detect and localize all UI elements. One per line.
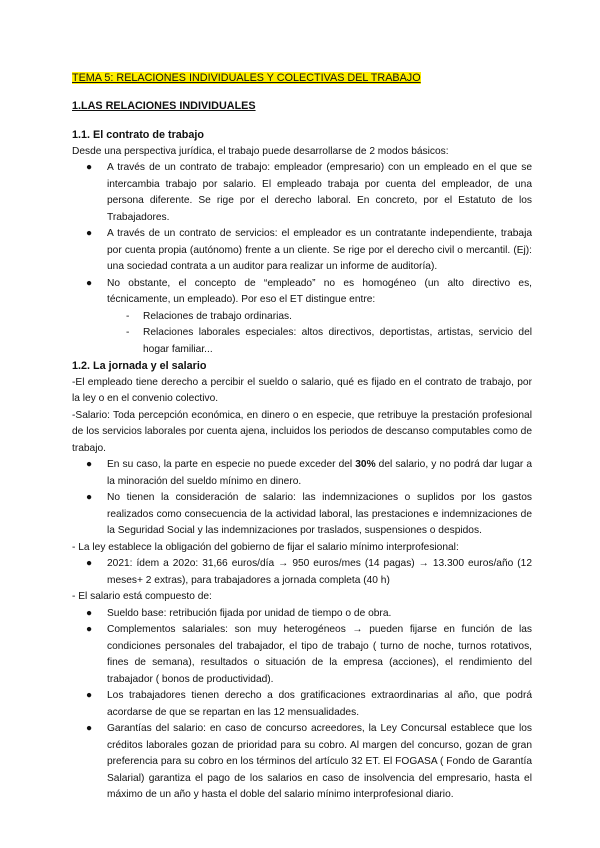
list-item xyxy=(72,622,532,688)
list-item-text: A través de un contrato de trabajo: empleador (empresario) con un empleado en el que se intercambia trabajo por salario. El empleado trabaja por cuenta del empleador, de una persona diferente. Se rige por el derecho laboral. En concreto, por el Estatuto de los Trabajadores. xyxy=(107,162,532,223)
subsection-heading-1-2: 1.2. La jornada y el salario xyxy=(72,360,207,372)
list-item xyxy=(72,721,532,804)
bullet-icon: ● xyxy=(86,492,93,503)
list-item xyxy=(72,325,532,358)
paragraph-salary-definition: -Salario: Toda percepción económica, en dinero o en especie, que retribuye la prestación profesional de los servicios laborales por cuenta ajena, incluidos los periodos de descanso computables como de trabajo. xyxy=(72,409,532,454)
bullet-list-salary xyxy=(72,457,532,540)
bullet-list-contracts xyxy=(72,160,532,309)
bullet-icon: ● xyxy=(86,607,93,619)
list-item-text: del salario, y no podrá dar lugar a la minoración del sueldo mínimo en dinero. xyxy=(107,459,532,487)
list-item xyxy=(72,606,532,623)
list-item-text: Relaciones de trabajo ordinarias. xyxy=(143,310,292,322)
list-item-text: 2021: ídem a 202o: 31,66 euros/día → 950 euros/mes (14 pagas) → 13.300 euros/año (12 meses+ 2 extras), para trabajadores a jornada completa (40 h) xyxy=(107,558,532,586)
list-item-text: Sueldo base: retribución fijada por unidad de tiempo o de obra. xyxy=(107,607,392,619)
dash-icon: - xyxy=(126,310,130,322)
list-item xyxy=(72,556,532,589)
list-item-text: No obstante, el concepto de “empleado” no es homogéneo (un alto directivo es, técnicamente, un empleado). Por eso el ET distingue entre: xyxy=(107,277,532,305)
list-item xyxy=(72,226,532,276)
list-item xyxy=(72,457,532,490)
subsection-heading-1-1: 1.1. El contrato de trabajo xyxy=(72,129,204,141)
bullet-icon: ● xyxy=(86,459,93,470)
list-item xyxy=(72,490,532,540)
list-item-text: No tienen la consideración de salario: las indemnizaciones o suplidos por los gastos realizados como consecuencia de la actividad laboral, las prestaciones e indemnizaciones de la Seguridad Social y las indemnizaciones por traslados, suspensiones o despidos. xyxy=(107,492,532,536)
bullet-list-minimum-wage xyxy=(72,556,532,589)
dash-icon: - xyxy=(126,327,130,338)
list-item-text: Garantías del salario: en caso de concurso acreedores, la Ley Concursal establece que los créditos laborales gozan de prioridad para su cobro. Al margen del concurso, gozan de gran preferencia para su cobro en los términos del artículo 32 ET. El FOGASA ( Fondo de Garantía Salarial) garantiza el pago de los salarios en caso de insolvencia del empresario, hasta el máximo de un año y hasta el doble del salario mínimo interprofesional diario. xyxy=(107,723,532,800)
bullet-list-composition xyxy=(72,606,532,804)
document-title-text: TEMA 5: RELACIONES INDIVIDUALES Y COLECTIVAS DEL TRABAJO xyxy=(72,72,421,84)
list-item xyxy=(72,309,532,326)
bullet-icon: ● xyxy=(86,277,93,289)
bullet-icon: ● xyxy=(86,162,93,173)
bullet-icon: ● xyxy=(86,558,93,569)
paragraph-minimum-wage: - La ley establece la obligación del gobierno de fijar el salario mínimo interprofesional: xyxy=(72,541,459,553)
list-item xyxy=(72,688,532,721)
document-page xyxy=(72,70,532,804)
section-heading-1: 1.LAS RELACIONES INDIVIDUALES xyxy=(72,99,256,112)
paragraph-salary-composition: - El salario está compuesto de: xyxy=(72,591,212,602)
list-item-text: En su caso, la parte en especie no puede exceder del xyxy=(107,459,356,470)
list-item-text: A través de un contrato de servicios: el empleador es un contratante independiente, trabaja por cuenta propia (autónomo) frente a un cliente. Se rige por el derecho civil o mercantil. (Ej): una sociedad contrata a un auditor para realizar un informe de auditoría). xyxy=(107,228,532,272)
list-item xyxy=(72,276,532,309)
document-title xyxy=(72,70,532,87)
list-item-text: Los trabajadores tienen derecho a dos gratificaciones extraordinarias al año, que podrá acordarse de que se repartan en las 12 mensualidades. xyxy=(107,690,532,718)
list-item xyxy=(72,160,532,226)
bullet-icon: ● xyxy=(86,723,93,734)
list-item-text: Complementos salariales: son muy heterogéneos → pueden fijarse en función de las condiciones personales del trabajador, el tipo de trabajo ( turno de noche, turnos rotativos, fines de semana), resultados o situación de la empresa (acciones), el rendimiento del trabajador ( bonos de productividad). xyxy=(107,624,532,685)
paragraph-salary-right: -El empleado tiene derecho a percibir el sueldo o salario, qué es fijado en el contrato de trabajo, por la ley o en el convenio colectivo. xyxy=(72,376,532,404)
dash-list-relations xyxy=(72,309,532,359)
bullet-icon: ● xyxy=(86,228,93,239)
paragraph-intro: Desde una perspectiva jurídica, el trabajo puede desarrollarse de 2 modos básicos: xyxy=(72,145,449,157)
list-item-text: Relaciones laborales especiales: altos directivos, deportistas, artistas, servicio del hogar familiar... xyxy=(143,327,532,355)
bullet-icon: ● xyxy=(86,690,93,701)
bullet-icon: ● xyxy=(86,624,93,635)
percentage-value: 30% xyxy=(355,459,376,470)
